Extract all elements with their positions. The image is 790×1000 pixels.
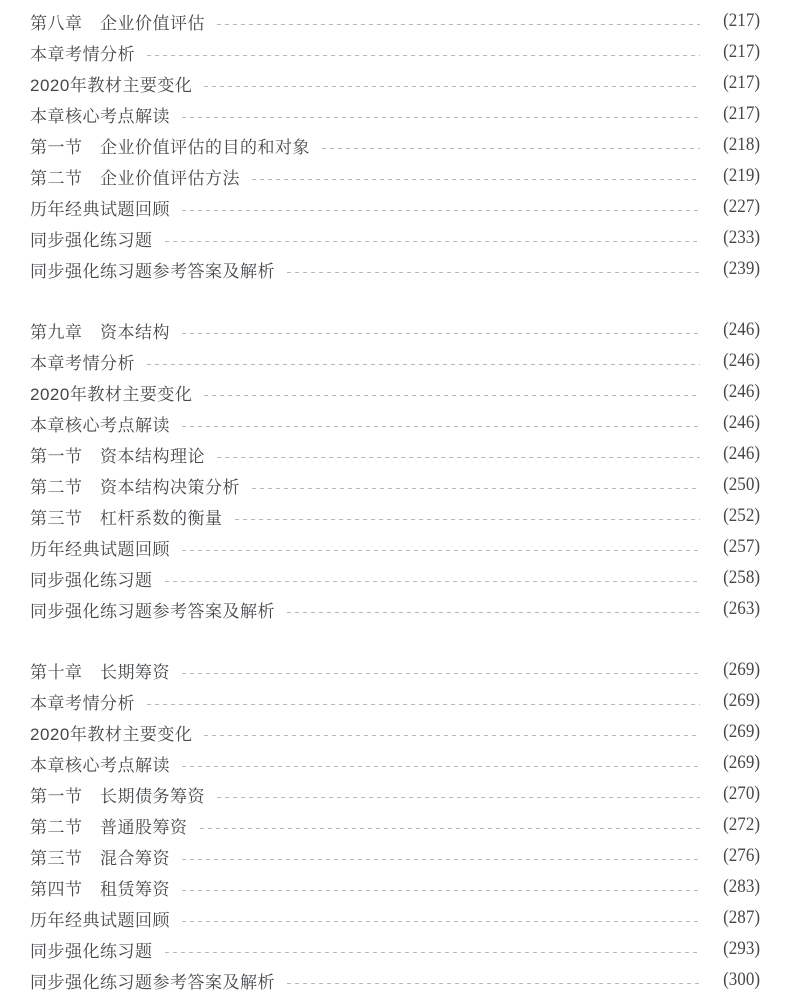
toc-entry[interactable] xyxy=(30,934,760,965)
dot-leader xyxy=(204,735,700,736)
toc-entry-page: (246) xyxy=(723,444,760,464)
toc-entry[interactable] xyxy=(30,192,760,223)
toc-block xyxy=(30,6,760,285)
toc-entry-page: (217) xyxy=(723,42,760,62)
dot-leader xyxy=(147,364,700,365)
toc-entry-label: 2020年教材主要变化 xyxy=(30,725,193,744)
dot-leader xyxy=(182,890,700,891)
toc-entry-page: (217) xyxy=(723,73,760,93)
toc-entry[interactable] xyxy=(30,655,760,686)
toc-entry-page: (293) xyxy=(723,939,760,959)
dot-leader xyxy=(182,210,700,211)
toc-entry[interactable] xyxy=(30,99,760,130)
toc-block xyxy=(30,655,760,996)
toc-entry-page: (218) xyxy=(723,135,760,155)
toc-entry-page: (219) xyxy=(723,166,760,186)
dot-leader xyxy=(182,859,700,860)
toc-entry[interactable] xyxy=(30,903,760,934)
dot-leader xyxy=(217,797,700,798)
dot-leader xyxy=(252,488,700,489)
toc-entry[interactable] xyxy=(30,223,760,254)
toc-entry-page: (287) xyxy=(723,908,760,928)
toc-entry[interactable] xyxy=(30,315,760,346)
dot-leader xyxy=(182,921,700,922)
toc-block xyxy=(30,315,760,625)
toc-entry-label: 2020年教材主要变化 xyxy=(30,76,193,95)
toc-entry-label: 同步强化练习题参考答案及解析 xyxy=(30,973,275,992)
toc-entry-page: (227) xyxy=(723,197,760,217)
toc-entry[interactable] xyxy=(30,68,760,99)
toc-entry-label: 第二节 企业价值评估方法 xyxy=(30,169,240,188)
toc-entry-label: 第三节 混合筹资 xyxy=(30,849,170,868)
toc-entry-label: 第一节 企业价值评估的目的和对象 xyxy=(30,138,310,157)
toc-entry[interactable] xyxy=(30,501,760,532)
toc-entry[interactable] xyxy=(30,872,760,903)
toc-entry-label: 本章考情分析 xyxy=(30,354,135,373)
toc-entry-label: 同步强化练习题参考答案及解析 xyxy=(30,262,275,281)
toc-entry[interactable] xyxy=(30,965,760,996)
toc-entry-label: 同步强化练习题 xyxy=(30,231,153,250)
toc-entry-label: 本章核心考点解读 xyxy=(30,756,170,775)
toc-entry-label: 第一节 长期债务筹资 xyxy=(30,787,205,806)
dot-leader xyxy=(182,766,700,767)
dot-leader xyxy=(165,581,701,582)
toc-entry-label: 同步强化练习题参考答案及解析 xyxy=(30,602,275,621)
toc-entry[interactable] xyxy=(30,686,760,717)
dot-leader xyxy=(235,519,701,520)
toc-entry-page: (258) xyxy=(723,568,760,588)
toc-entry-label: 同步强化练习题 xyxy=(30,942,153,961)
toc-entry-label: 第十章 长期筹资 xyxy=(30,663,170,682)
dot-leader xyxy=(182,426,700,427)
toc-entry-label: 第四节 租赁筹资 xyxy=(30,880,170,899)
toc-entry[interactable] xyxy=(30,594,760,625)
toc-entry[interactable] xyxy=(30,532,760,563)
toc-entry-page: (246) xyxy=(723,320,760,340)
toc-entry[interactable] xyxy=(30,779,760,810)
dot-leader xyxy=(217,24,700,25)
dot-leader xyxy=(147,704,700,705)
dot-leader xyxy=(147,55,700,56)
toc-entry[interactable] xyxy=(30,748,760,779)
dot-leader xyxy=(322,148,700,149)
dot-leader xyxy=(182,117,700,118)
toc-entry-label: 第九章 资本结构 xyxy=(30,323,170,342)
toc-entry-page: (300) xyxy=(723,970,760,990)
toc-entry-page: (250) xyxy=(723,475,760,495)
toc-entry-page: (269) xyxy=(723,691,760,711)
toc-entry-page: (239) xyxy=(723,259,760,279)
toc-entry[interactable] xyxy=(30,254,760,285)
toc-entry-label: 本章考情分析 xyxy=(30,45,135,64)
dot-leader xyxy=(287,983,700,984)
toc-entry-page: (270) xyxy=(723,784,760,804)
toc-entry-label: 历年经典试题回顾 xyxy=(30,911,170,930)
toc-entry-page: (217) xyxy=(723,11,760,31)
toc-entry[interactable] xyxy=(30,37,760,68)
toc-entry[interactable] xyxy=(30,377,760,408)
toc-entry-label: 本章考情分析 xyxy=(30,694,135,713)
toc-entry-page: (269) xyxy=(723,660,760,680)
toc-entry-page: (246) xyxy=(723,382,760,402)
toc-entry-page: (263) xyxy=(723,599,760,619)
dot-leader xyxy=(217,457,700,458)
dot-leader xyxy=(204,395,700,396)
toc-entry[interactable] xyxy=(30,563,760,594)
toc-entry[interactable] xyxy=(30,439,760,470)
toc-entry-label: 第三节 杠杆系数的衡量 xyxy=(30,509,223,528)
dot-leader xyxy=(182,673,700,674)
dot-leader xyxy=(165,952,701,953)
toc-entry-page: (276) xyxy=(723,846,760,866)
toc-entry-page: (246) xyxy=(723,351,760,371)
toc-entry-page: (269) xyxy=(723,722,760,742)
toc-entry-label: 2020年教材主要变化 xyxy=(30,385,193,404)
dot-leader xyxy=(200,828,701,829)
toc-entry[interactable] xyxy=(30,841,760,872)
toc-entry-page: (252) xyxy=(723,506,760,526)
toc-entry[interactable] xyxy=(30,717,760,748)
toc-entry[interactable] xyxy=(30,161,760,192)
toc-entry[interactable] xyxy=(30,346,760,377)
toc-entry-label: 本章核心考点解读 xyxy=(30,107,170,126)
toc-entry[interactable] xyxy=(30,408,760,439)
toc-entry[interactable] xyxy=(30,810,760,841)
toc-entry-label: 历年经典试题回顾 xyxy=(30,200,170,219)
toc-entry-label: 第八章 企业价值评估 xyxy=(30,14,205,33)
toc-entry-page: (246) xyxy=(723,413,760,433)
toc-entry-label: 第二节 资本结构决策分析 xyxy=(30,478,240,497)
toc-entry-page: (283) xyxy=(723,877,760,897)
dot-leader xyxy=(204,86,700,87)
toc-entry-label: 同步强化练习题 xyxy=(30,571,153,590)
toc-entry-page: (269) xyxy=(723,753,760,773)
toc-entry-label: 历年经典试题回顾 xyxy=(30,540,170,559)
toc-entry-label: 本章核心考点解读 xyxy=(30,416,170,435)
toc-entry-label: 第二节 普通股筹资 xyxy=(30,818,188,837)
toc-entry-page: (233) xyxy=(723,228,760,248)
dot-leader xyxy=(182,333,700,334)
toc-entry-page: (272) xyxy=(723,815,760,835)
toc-entry-label: 第一节 资本结构理论 xyxy=(30,447,205,466)
dot-leader xyxy=(252,179,700,180)
dot-leader xyxy=(287,612,700,613)
toc-entry[interactable] xyxy=(30,470,760,501)
toc-entry[interactable] xyxy=(30,130,760,161)
toc-entry-page: (217) xyxy=(723,104,760,124)
toc-entry[interactable] xyxy=(30,6,760,37)
dot-leader xyxy=(287,272,700,273)
toc-entry-page: (257) xyxy=(723,537,760,557)
dot-leader xyxy=(165,241,701,242)
dot-leader xyxy=(182,550,700,551)
